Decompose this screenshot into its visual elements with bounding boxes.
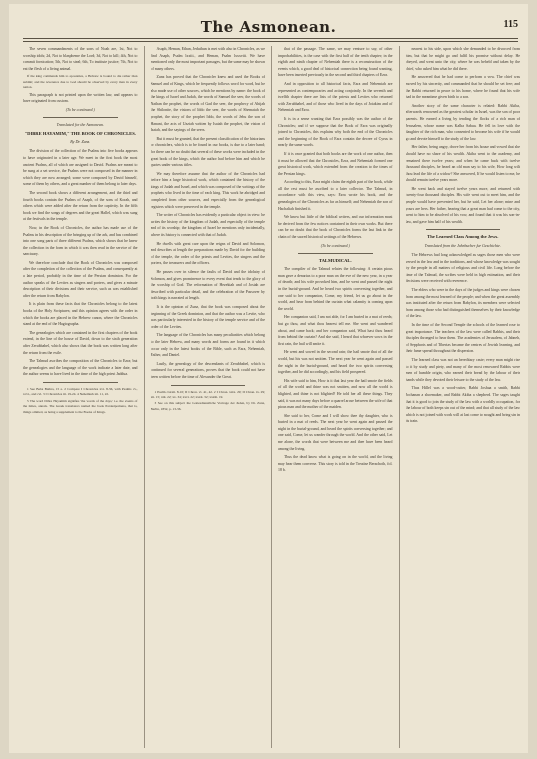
section-divider — [171, 385, 246, 386]
paragraph: In the time of the Second Temple the schools of the learned rose to great importance. The teachers of the law were called Rabbis, and their disciples thronged to hear them. The academies of Jerusalem, of Jabneh, of Sepphoris and of Tiberias became the centres of Jewish learning, and their fame spread throughout the dispersion. — [405, 322, 520, 354]
footnote: 3 See on this subject the Gottesdienstliche Vortrage der Juden, by Dr. Zunz, Berlin, 1832, p. 13-36. — [150, 401, 265, 411]
paragraph: His wife said to him, How is it that last year the hail smote the fields of all the world and thine was not smitten, and now all the world is blighted, and thine is not blighted? He told her all these things. They said, it was not many days before a quarrel arose between the wife of that pious man and the mother of the maiden. — [278, 378, 393, 410]
byline: Translated from the Jahrbucher fur Geschichte. — [424, 243, 501, 249]
paragraph: Her companion said, I am not able, for I am buried in a mat of reeds; but go thou, and what thou hearest tell me. She went and wandered about, and came back; and her companion said, What hast thou heard from behind the curtain? And she said, I heard that whoever sows in the first rain, the hail will smite it. — [278, 315, 393, 346]
footnote: 5 The word Dibre Hayamim signifies 'the words of the days,' i.e. the events of the times, annals. The Greek translators named the book Paraleipomena, that is, things omitted, as being a supplement to the Books of Kings. — [23, 398, 138, 414]
paragraph: Her father, being angry, drove her from his house and vowed that she should have no share of his wealth. Akiba went to the academy, and remained there twelve years; and when he came back with twelve thousand disciples, he heard an old man say to his wife, How long wilt thou lead the life of a widow? She answered, If he would listen to me, he should remain twelve years more. — [405, 145, 520, 183]
column-1 — [23, 46, 138, 748]
paragraph: It is plain from these facts that the Chronicles belong to the latest books of the Holy Scriptures; and this opinion agrees with the order in which the books are placed in the Hebrew canon, where the Chronicles stand at the end of the Hagiographa. — [23, 302, 138, 327]
paragraph: The writer of Chronicles has evidently a particular object in view: he writes the history of the kingdom of Judah, and especially of the temple and of its worship; the kingdom of Israel he mentions only incidentally, where its history is connected with that of Judah. — [150, 213, 265, 238]
section-heading: "DIBRE HAYAMIM," THE BOOK OF CHRONICLES. — [24, 130, 136, 136]
paragraph: The compiler of the Talmud relates the following: A certain pious man gave a denarius to a poor man on the eve of the new year, in a year of dearth; and his wife provoked him, and he went and passed the night in the burial-ground. And he heard two spirits conversing together, and one said to her companion, Come, my friend, let us go about in the world, and hear from behind the curtain what calamity is coming upon the world. — [278, 267, 393, 311]
paragraph: Asaph, Heman, Ethan, Jeduthun is met with also in Chronicles, as we find Asaph, Psalm lxxiii., and Heman, Psalm lxxxviii. We have mentioned only the most important passages, but the same may be shown of many others. — [150, 47, 265, 71]
paragraph: If it is once granted that both books are the work of one author, then it must be allowed that the Chronicles, Ezra, and Nehemiah formed one great historical work, which extended from the creation to the times of the Persian kings. — [278, 151, 393, 176]
paragraph: The learned class was not an hereditary caste; every man might rise to it by study and piety, and many of the most renowned Rabbis were men of humble origin, who earned their bread by the labour of their hands while they devoted their leisure to the study of the law. — [405, 357, 520, 382]
masthead-title: The Asmonean. — [200, 18, 337, 36]
paragraph: Thus Hillel was a wood-cutter, Rabbi Joshua a smith, Rabbi Jochanan a shoemaker, and Rabbi Akiba a shepherd. The sages taught that it is good to join the study of the law with a worldly occupation, for the labour of both keeps sin out of the mind; and that all study of the law which is not joined with work will at last come to nought and bring sin in its train. — [405, 386, 520, 424]
paragraph: The genealogies which are contained in the first chapters of the book extend, in the line of the house of David, down to the sixth generation after Zerubbabel, which also shows that the book was written long after the return from the exile. — [23, 330, 138, 355]
paragraph: Another story of the same character is related: Rabbi Akiba, afterwards renowned as the greatest scholar in Israel, was the son of poor parents. He earned a living by tending the flocks of a rich man of Jerusalem, whose name was Kalba Sabua. He fell in love with the daughter of the rich man, who consented to become his wife if he would go and devote himself to the study of the law. — [405, 103, 520, 141]
paragraph: It is in a sense wanting that Ezra possibly was the author of the Chronicles; and if we suppose that the Book of Ezra was originally joined to Chronicles, this explains why both the end of the Chronicles and the beginning of the Book of Ezra contain the decree of Cyrus in nearly the same words. — [278, 116, 393, 148]
column-divider — [144, 46, 145, 748]
byline: (To be continued.) — [65, 106, 95, 112]
paragraph: The division of the collection of the Psalms into five books appears to have originated in a later age. We meet in the first book the most ancient Psalms, all of which are assigned to David. Psalms are meant to be sung at a set service, the Psalms were not composed in the manner in which they are now arranged; some were composed by David himself, some of them by others, and a great number of them belong to later days. — [23, 149, 138, 187]
paragraph: He passes over in silence the faults of David and the idolatry of Solomon, and gives prominence to every event that tends to the glory of the worship of God. The reformation of Hezekiah and of Josiah are described with particular detail, and the celebration of the Passover by both kings is narrated at length. — [150, 270, 265, 301]
paragraph: We therefore conclude that the Book of Chronicles was composed after the completion of the collection of the Psalms, and consequently at a late period, probably in the time of the Persian dominion. For the author speaks of the Levites as singers and porters, and gives a minute description of their divisions and their service, such as was established after the return from Babylon. — [23, 260, 138, 298]
column-divider — [271, 46, 272, 748]
paragraph: According to this, Ezra might claim the eighth part of the book, while all the rest must be ascribed to a later collector. The Talmud, in accordance with this view, says: Ezra wrote his book, and the genealogies of the Chronicles as far as himself; and Nehemiah the son of Hachaliah finished it. — [278, 180, 393, 211]
paragraph: Zunz has proved that the Chronicler knew and used the Books of Samuel and of Kings, which he frequently follows word for word, but he also made use of other sources, which he mentions by name: the book of the kings of Israel and Judah, the words of Samuel the seer, the words of Nathan the prophet, the words of Gad the seer, the prophecy of Ahijah the Shilonite, the visions of Iddo the seer, the words of Shemaiah the prophet, the story of the prophet Iddo, the words of Jehu the son of Hanani, the acts of Uzziah written by Isaiah the prophet, the vision of Isaiah, and the sayings of the seers. — [150, 75, 265, 133]
newspaper-page — [9, 4, 528, 753]
footnote: 1 Psalm cxxxii. 8-10; II Chron. vi. 41, 42. 2 I Chron. xxix. 29; II Chron. ix. 29; xii. 15; xiii. 22; xx. 34; xxvi. 22; xxxii. 32; xxxiii. 19. — [150, 389, 265, 399]
paragraph: The Talmud ascribes the composition of the Chronicles to Ezra; but the genealogies and the language of the work indicate a later date, and the author seems to have lived in the time of the high priest Jaddua. — [23, 359, 138, 377]
byline: (To be continued.) — [320, 242, 350, 248]
byline: Translated for the Asmonean. — [56, 121, 104, 127]
paragraph: The Hebrews had long acknowledged as sages those men who were versed in the law and in the traditions, and whose knowledge was sought by the people in all matters of religious and civil life. Long before the time of the Talmud, the scribes were held in high estimation, and their decisions were received with reverence. — [405, 253, 520, 284]
section-divider — [426, 229, 501, 230]
footnote: 1 See Baba Bathra, 15 a. 2 Compare I Chronicles xvi. 8-36, with Psalms cv., xcvi., and cvi. 3 I Chronicles iii. 19-24. 4 Nehemiah xii. 11, 22. — [23, 386, 138, 397]
paragraph: nearest to his side, upon which she demanded to be divorced from him, but that he might go and fulfil his promise without delay. He obeyed, and went unto the city, where he was beheld and taken by the chief, who asked him what he did there. — [405, 47, 520, 71]
masthead — [9, 4, 528, 42]
paragraph: He dwells with great care upon the reigns of David and Solomon, and describes at length the preparations made by David for the building of the temple, the order of the priests and Levites, the singers and the porters, the treasurers and the officers. — [150, 241, 265, 266]
paragraph: This paragraph is not printed upon the written law, and appears to have originated from custom. — [23, 92, 138, 104]
paragraph: It is the opinion of Zunz, that the book was composed about the beginning of the Greek dominion, and that the author was a Levite, who was particularly interested in the history of the temple service and of the order of the Levites. — [150, 304, 265, 329]
paragraph: The seven commandments of the sons of Noah are, 1st, Not to worship idols; 2d, Not to blaspheme the Lord; 3d, Not to kill; 4th, Not to commit fornication; 5th, Not to steal; 6th, To institute justice; 7th, Not to eat the flesh of a living animal. — [23, 47, 138, 71]
paragraph: He went back and stayed twelve years more, and returned with twenty-four thousand disciples. His wife went out to meet him, and the people would have prevented her, but he said, Let her alone; mine and yours are hers. Her father, hearing that a great man had come to the city, went to him to be absolved of his vow, and found that it was his son-in-law, and gave him half of his wealth. — [405, 186, 520, 224]
byline: By Dr. Zunz. — [70, 139, 91, 145]
paragraph: And in opposition to all historical facts, Ezra and Nehemiah are represented as contemporaries and acting conjointly. In the seventh and twelfth chapter there are lists of the priests and Levites who returned with Zerubbabel, and of those who lived in the days of Joiakim and of Nehemiah and Ezra. — [278, 81, 393, 113]
section-heading: TALMUDICAL. — [318, 257, 352, 263]
paragraph: He answered that he had come to perform a vow. The chief was moved by his sincerity, and commanded that he should be set free; and the Rabbi returned in peace to his home, where he found that his wife had in the meantime given birth to a son. — [405, 75, 520, 100]
section-divider — [298, 253, 373, 254]
paragraph: We may therefore assume that the author of the Chronicles had before him a large historical work, which contained the history of the kings of Judah and Israel, and which was composed of the writings of the prophets who lived in the time of each king. This work he abridged and completed from other sources, and especially from the genealogical registers which were preserved in the temple. — [150, 171, 265, 209]
column-2 — [151, 46, 266, 748]
page-number: 115 — [503, 19, 518, 30]
paragraph: The elders who were in the days of the judges and kings were chosen from among the most learned of the people; and when the great assembly was instituted after the return from Babylon, its members were selected from among those who had distinguished themselves by their knowledge of the law. — [405, 288, 520, 319]
column-3 — [278, 46, 393, 748]
column-4 — [406, 46, 521, 748]
paragraph: The second book shows a different arrangement, and the third and fourth books contain the Psalms of Asaph, of the sons of Korah, and others which were added after the return from the captivity. In the fifth book we find the songs of degrees and the great Hallel, which was sung at the festivals in the temple. — [23, 190, 138, 222]
article-columns — [23, 46, 520, 748]
paragraph: She said to her, Come and I will show thee thy daughter, who is buried in a mat of reeds. The next year he went again and passed the night in the burial-ground, and heard the spirits conversing together; and one said, Come, let us wander through the world. And the other said, Let me alone, the words that were between me and thee have been heard among the living. — [278, 413, 393, 451]
section-divider — [43, 382, 118, 383]
masthead-rule-lower — [23, 41, 518, 42]
masthead-rule-upper — [23, 38, 518, 39]
paragraph: He went and sowed in the second rain; the hail smote that of all the world, but his was not smitten. The next year he went again and passed the night in the burial-ground, and heard the two spirits conversing together, and he did accordingly, and his field prospered. — [278, 350, 393, 375]
paragraph: Lastly, the genealogy of the descendants of Zerubbabel, which is continued for several generations, proves that the book could not have been written before the time of Alexander the Great. — [150, 361, 265, 379]
paragraph: The language of the Chronicles has many peculiarities which belong to the later Hebrew, and many words and forms are found in it which occur only in the latest books of the Bible, such as Ezra, Nehemiah, Esther, and Daniel. — [150, 333, 265, 358]
column-divider — [399, 46, 400, 748]
paragraph: We know but little of the biblical writers, and our information must be derived from the few notices contained in their own works. But there can be no doubt that the book of Chronicles forms the last link in the chain of the sacred historical writings of the Hebrews. — [278, 215, 393, 240]
paragraph: Thus the dead know what is going on in the world, and the living may hear them converse. This story is told in the Treatise Berachoth, fol. 18 b. — [278, 455, 393, 473]
paragraph: But it must be granted, that the present classification of the historians or chroniclers, which is to be found in our books, is due to a later hand; for there can be no doubt that several of these works were included in the great book of the kings, which the author had before him and which he quotes under various titles. — [150, 136, 265, 168]
section-heading: The Learned Class Among the Jews. — [427, 234, 499, 240]
footnote: If the king commands him to apostatize, a Hebrew is bound to die rather than submit; and the reverence due to God should be observed by every man in every nation. — [23, 74, 138, 90]
paragraph: that of the passage. The same, we may venture to say, of other improbabilities, is the case with the first half of the tenth chapter; in the eighth and ninth chapter of Nehemiah there is a reconstruction of the events which, a good deal of historical connection being found wanting, have been inserted previously in the second and third chapters of Ezra. — [278, 47, 393, 78]
section-divider — [43, 117, 118, 118]
paragraph: Now, in the Book of Chronicles, the author has made use of the Psalms in his description of the bringing up of the ark, and has combined into one song parts of three different Psalms, which shows that he knew the collection in the form in which it was then read in the service of the sanctuary. — [23, 225, 138, 257]
